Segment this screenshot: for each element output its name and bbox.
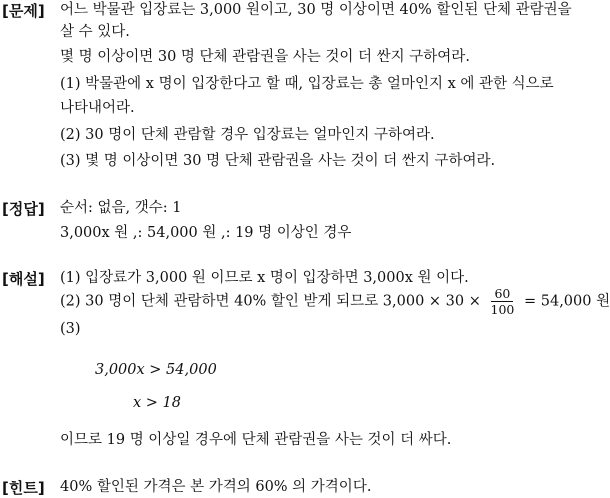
solution-line-3: (3) [60, 321, 81, 337]
problem-line: 살 수 있다. [60, 24, 130, 40]
problem-line: 나타내어라. [60, 100, 135, 116]
fraction-numerator: 60 [491, 286, 513, 302]
solution-line-1: (1) 입장료가 3,000 원 이므로 x 명이 입장하면 3,000x 원 이다. [60, 270, 469, 286]
hint-text: 40% 할인된 가격은 본 가격의 60% 의 가격이다. [60, 479, 372, 495]
problem-line: (3) 몇 명 이상이면 30 명 단체 관람권을 사는 것이 더 싼지 구하여라. [60, 153, 496, 169]
solution-conclusion: 이므로 19 명 이상일 경우에 단체 관람권을 사는 것이 더 싸다. [60, 432, 452, 448]
answer-tag: [정답] [2, 200, 45, 218]
solution-line-2-result: = 54,000 원 [523, 293, 610, 310]
solution-tag: [해설] [2, 270, 45, 288]
answer-meta: 순서: 없음, 갯수: 1 [60, 200, 182, 216]
equation-1: 3,000x > 54,000 [95, 362, 217, 378]
solution-line-2-text: (2) 30 명이 단체 관람하면 40% 할인 받게 되므로 3,000 × 30 × [60, 293, 481, 310]
fraction-denominator: 100 [490, 302, 515, 317]
problem-tag: [문제] [2, 2, 45, 20]
answer-value: 3,000x 원 ,: 54,000 원 ,: 19 명 이상인 경우 [60, 225, 352, 241]
fraction [488, 286, 518, 317]
hint-tag: [힌트] [2, 479, 45, 497]
solution-line-2 [60, 286, 610, 317]
problem-line: (2) 30 명이 단체 관람할 경우 입장료는 얼마인지 구하여라. [60, 127, 435, 143]
problem-line: (1) 박물관에 x 명이 입장한다고 할 때, 입장료는 총 얼마인지 x 에 관한 식으로 [60, 76, 554, 92]
problem-line: 어느 박물관 입장료는 3,000 원이고, 30 명 이상이면 40% 할인된 단체 관람권을 [60, 2, 572, 18]
problem-line: 몇 명 이상이면 30 명 단체 관람권을 사는 것이 더 싼지 구하여라. [60, 49, 470, 65]
equation-2: x > 18 [133, 395, 181, 411]
